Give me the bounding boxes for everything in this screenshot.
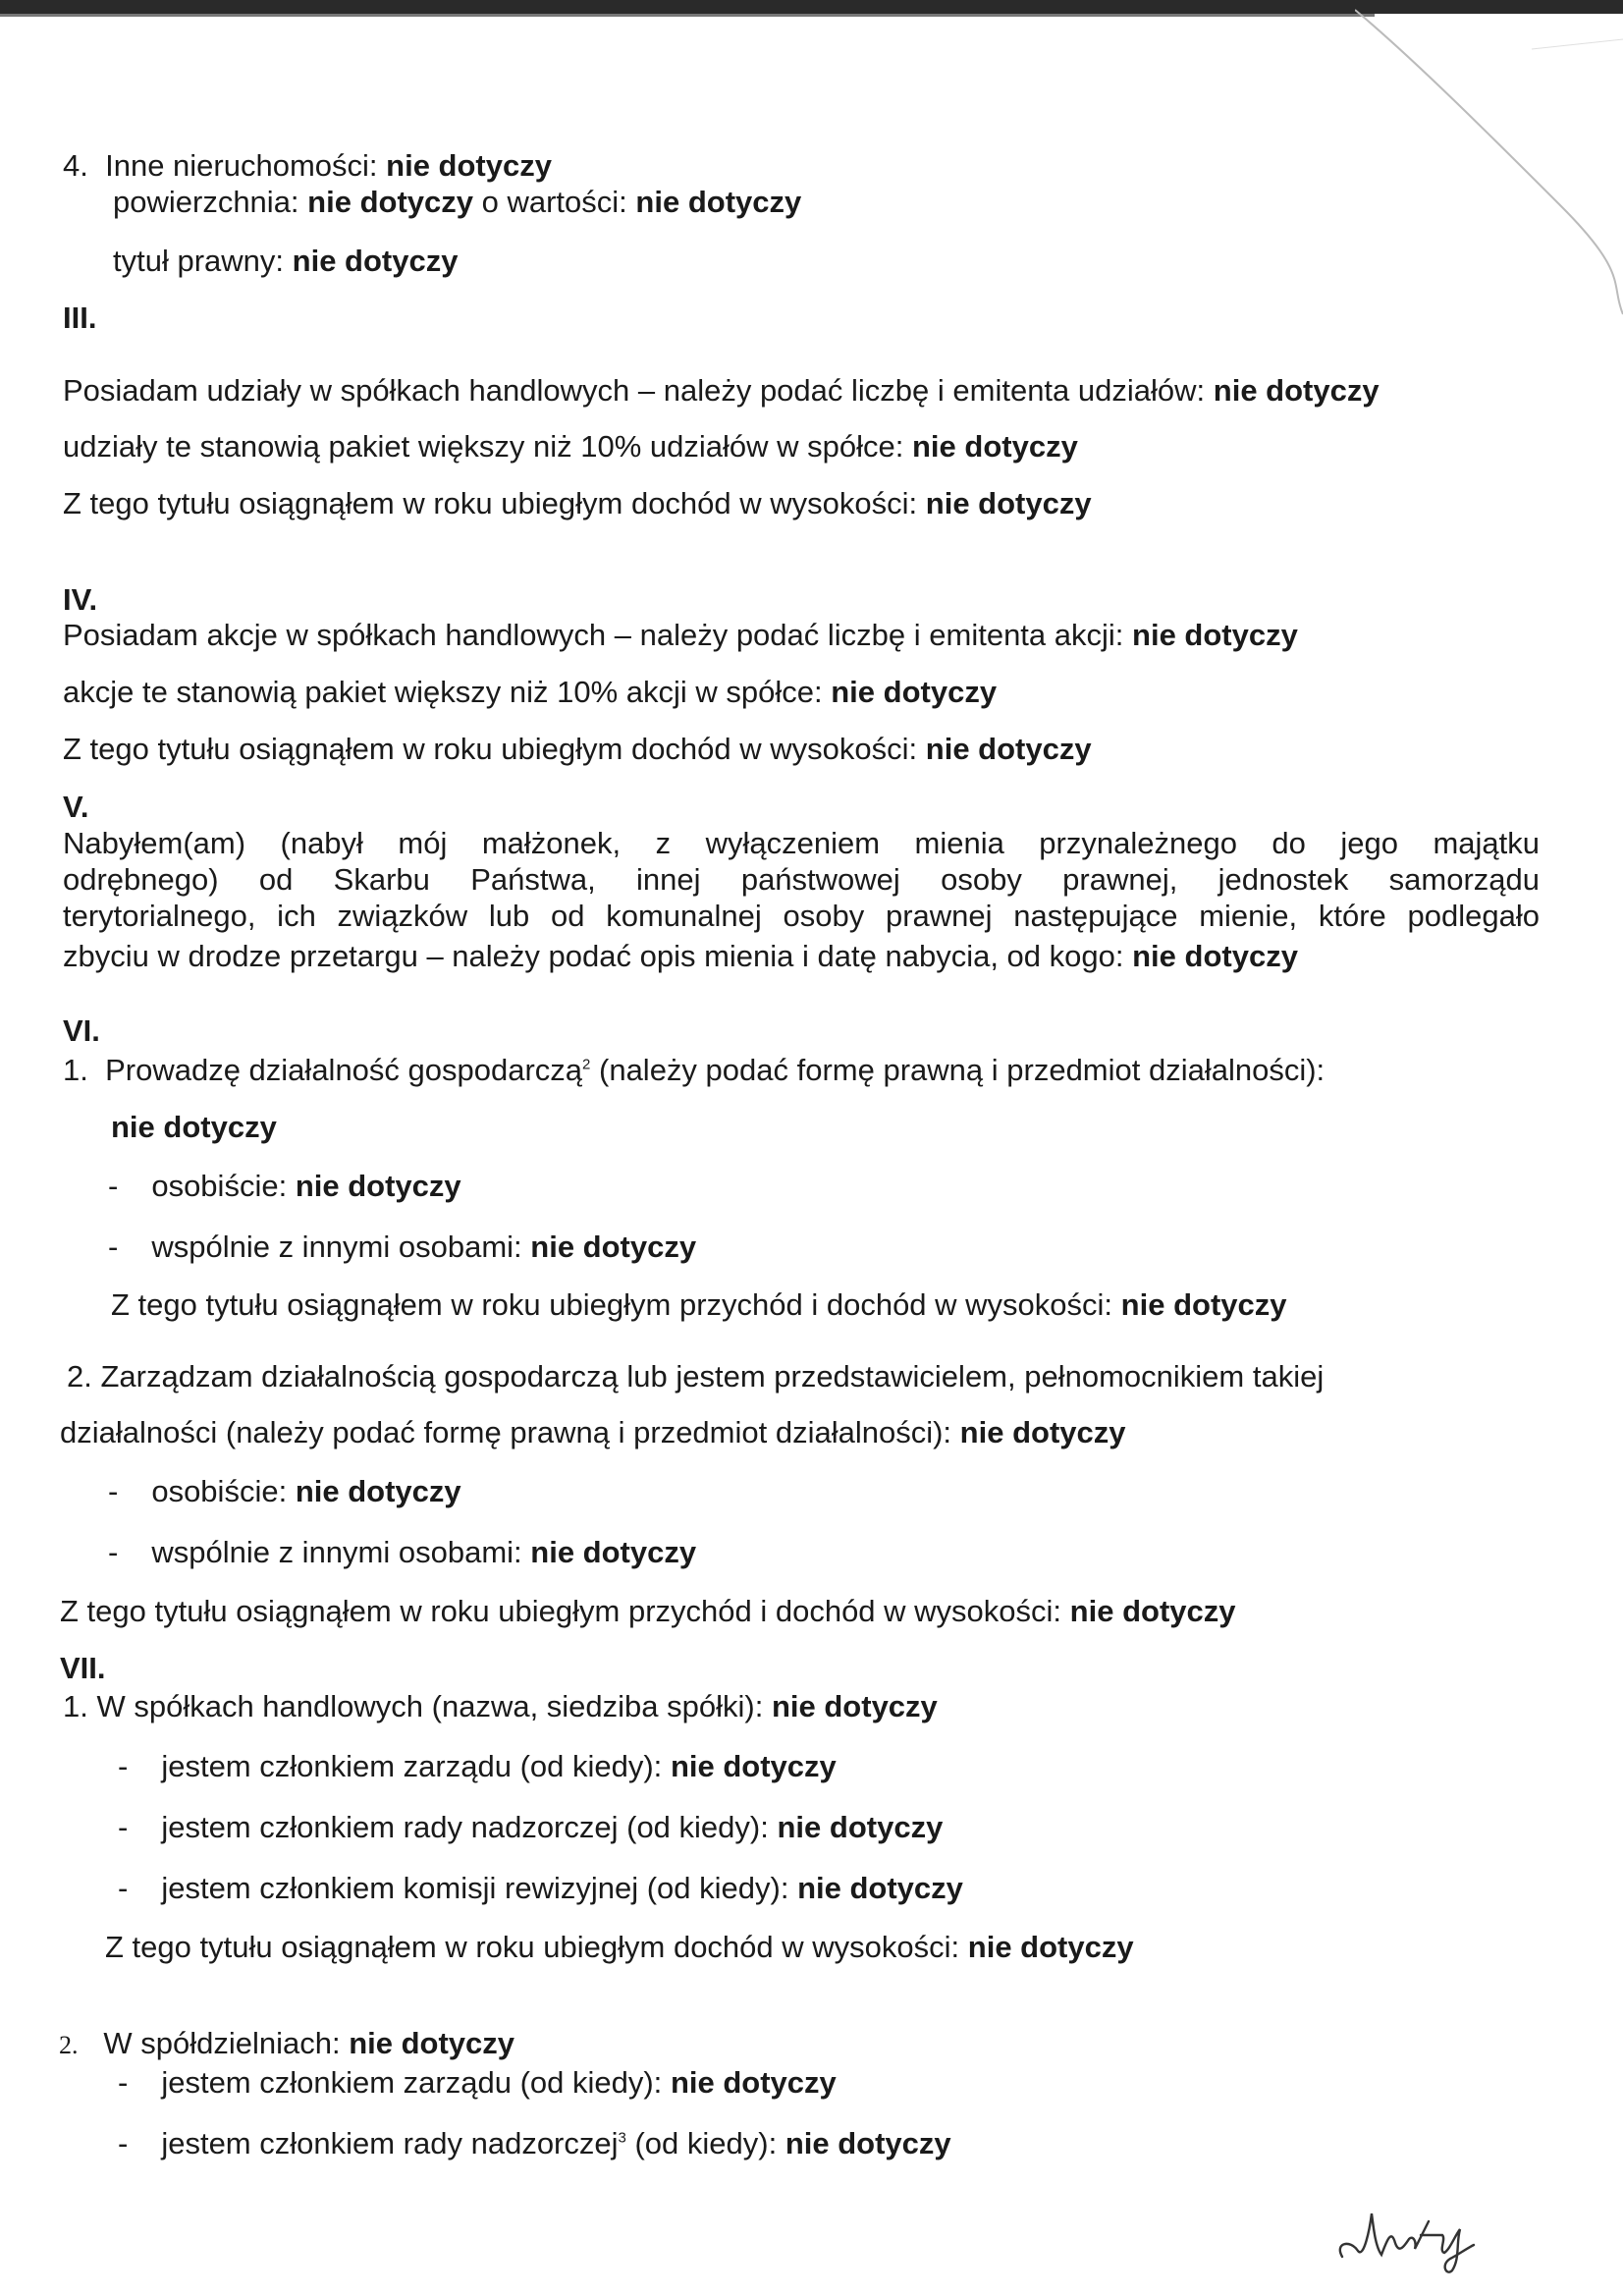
s3-line3: Z tego tytułu osiągnąłem w roku ubiegłym dochód w wysokości: nie dotyczy [63, 486, 1092, 520]
section-heading-vii: VII. [60, 1651, 106, 1685]
s6-item2-line2: działalności (należy podać formę prawną i przedmiot działalności): nie dotyczy [60, 1415, 1126, 1449]
s4-line1: Posiadam akcje w spółkach handlowych – należy podać liczbę i emitenta akcji: nie dotyczy [63, 618, 1298, 652]
s5-para-line3: terytorialnego, ich związków lub od komunalnej osoby prawnej następujące mienie, które podlegało [63, 899, 1540, 933]
s7-bullet-audit: - jestem członkiem komisji rewizyjnej (od kiedy): nie dotyczy [118, 1871, 963, 1905]
s6-item2-bullet-jointly: - wspólnie z innymi osobami: nie dotyczy [108, 1535, 697, 1569]
s7-coop-bullet-board: - jestem członkiem zarządu (od kiedy): nie dotyczy [118, 2065, 837, 2100]
s6-item2-income: Z tego tytułu osiągnąłem w roku ubiegłym przychód i dochód w wysokości: nie dotyczy [60, 1594, 1236, 1628]
s6-bullet-personally: - osobiście: nie dotyczy [108, 1169, 461, 1203]
s5-para-line2: odrębnego) od Skarbu Państwa, innej państwowej osoby prawnej, jednostek samorządu [63, 862, 1540, 897]
s3-line2: udziały te stanowią pakiet większy niż 10% udziałów w spółce: nie dotyczy [63, 429, 1078, 464]
s7-bullet-supervisory: - jestem członkiem rady nadzorczej (od kiedy): nie dotyczy [118, 1810, 944, 1844]
s3-line1: Posiadam udziały w spółkach handlowych – należy podać liczbę i emitenta udziałów: nie dotyczy [63, 373, 1380, 408]
s6-item2-bullet-personally: - osobiście: nie dotyczy [108, 1474, 461, 1508]
page-fold-shadow [1355, 0, 1623, 324]
s5-para-line4: zbyciu w drodze przetargu – należy podać opis mienia i datę nabycia, od kogo: nie dotyczy [63, 939, 1298, 973]
s7-coop-bullet-supervisory: - jestem członkiem rady nadzorczej$^3$ (od kiedy): nie dotyczy [118, 2126, 951, 2160]
section-heading-vi: VI. [63, 1013, 100, 1048]
section-heading-v: V. [63, 790, 89, 824]
section-heading-iv: IV. [63, 582, 98, 617]
s6-item1-value: nie dotyczy [111, 1110, 277, 1144]
s6-item1: 1. Prowadzę działalność gospodarczą$^2$ (należy podać formę prawną i przedmiot działalności): [63, 1053, 1325, 1087]
handwritten-signature [1330, 2200, 1488, 2278]
s7-item2: 2. W spółdzielniach: nie dotyczy [59, 2026, 515, 2060]
s7-income: Z tego tytułu osiągnąłem w roku ubiegłym dochód w wysokości: nie dotyczy [105, 1930, 1134, 1964]
s6-item1-income: Z tego tytułu osiągnąłem w roku ubiegłym przychód i dochód w wysokości: nie dotyczy [111, 1287, 1287, 1322]
s6-item2-line1: 2. Zarządzam działalnością gospodarczą lub jestem przedstawicielem, pełnomocnikiem takiej [67, 1359, 1325, 1394]
s6-bullet-jointly: - wspólnie z innymi osobami: nie dotyczy [108, 1230, 697, 1264]
s5-para-line1: Nabyłem(am) (nabył mój małżonek, z wyłączeniem mienia przynależnego do jego majątku [63, 826, 1540, 860]
s4-line3: Z tego tytułu osiągnąłem w roku ubiegłym dochód w wysokości: nie dotyczy [63, 732, 1092, 766]
section-heading-iii: III. [63, 301, 97, 335]
s7-bullet-board: - jestem członkiem zarządu (od kiedy): nie dotyczy [118, 1749, 837, 1783]
item4-line3: tytuł prawny: nie dotyczy [113, 244, 459, 278]
item4-line2: powierzchnia: nie dotyczy o wartości: nie dotyczy [113, 185, 802, 219]
scan-edge-shadow [0, 14, 1375, 17]
s4-line2: akcje te stanowią pakiet większy niż 10% akcji w spółce: nie dotyczy [63, 675, 998, 709]
s7-item1: 1. W spółkach handlowych (nazwa, siedziba spółki): nie dotyczy [63, 1689, 938, 1723]
item4-line1: 4. Inne nieruchomości: nie dotyczy [63, 148, 552, 183]
